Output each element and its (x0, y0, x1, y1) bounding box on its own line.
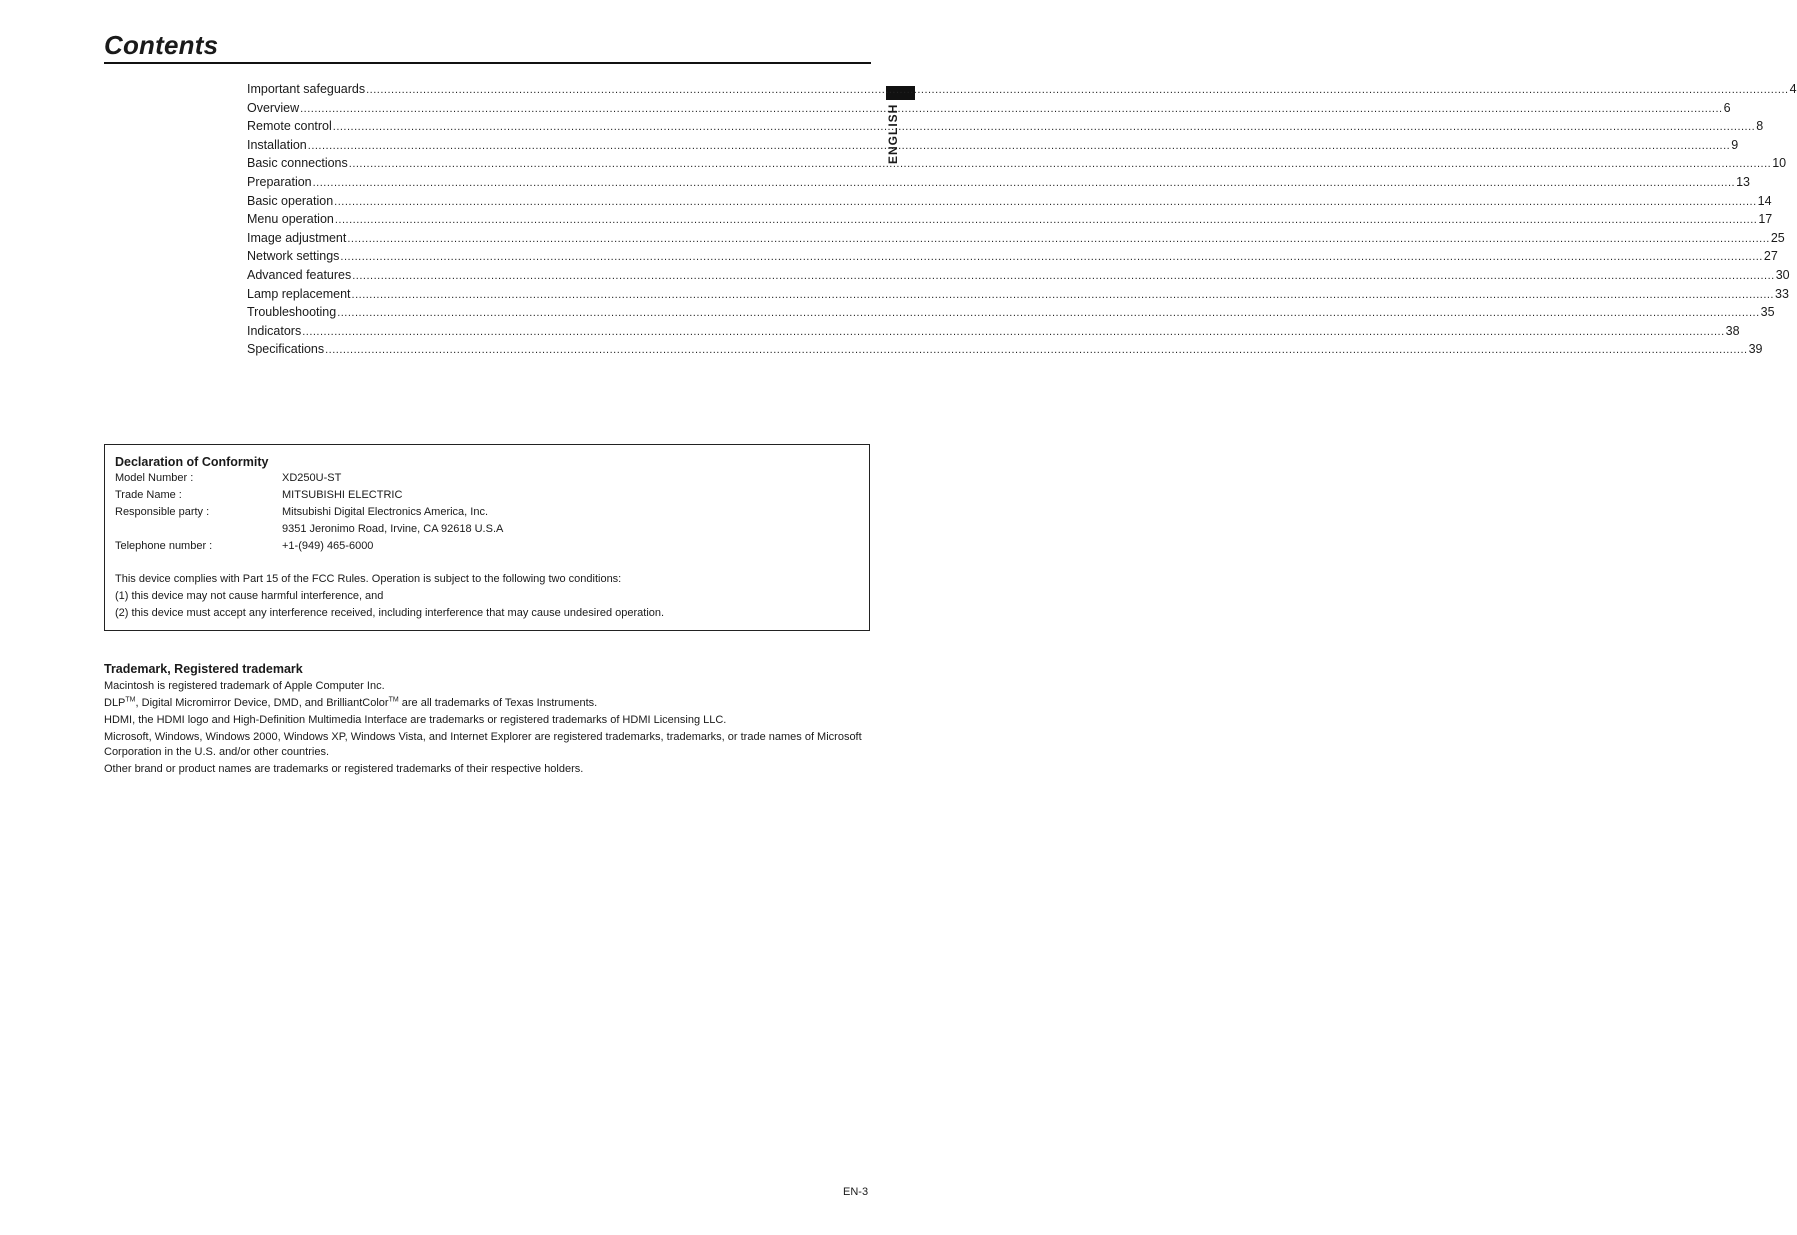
toc-entry-label: Basic connections (247, 156, 348, 171)
toc-leader-dots: ................................................................................................................................................................................................................................................................................................................................................................................................................ (337, 307, 1760, 320)
toc-entry (247, 286, 1789, 306)
toc-entry-page: 4 (1789, 82, 1797, 96)
toc-entry-label: Image adjustment (247, 230, 347, 245)
toc-leader-dots: ................................................................................................................................................................................................................................................................................................................................................................................................................ (312, 176, 1736, 189)
dlp-text: DLP (104, 697, 126, 709)
trade-name-key: Trade Name : (115, 489, 182, 501)
toc-leader-dots: ................................................................................................................................................................................................................................................................................................................................................................................................................ (340, 251, 1763, 264)
toc-leader-dots: ................................................................................................................................................................................................................................................................................................................................................................................................................ (351, 288, 1774, 301)
toc-leader-dots: ................................................................................................................................................................................................................................................................................................................................................................................................................ (348, 158, 1772, 171)
toc-leader-dots: ................................................................................................................................................................................................................................................................................................................................................................................................................ (352, 269, 1775, 282)
toc-entry (247, 156, 1787, 175)
tm-superscript: TM (388, 696, 399, 704)
tm-superscript: TM (125, 696, 136, 704)
toc-entry (247, 249, 1778, 268)
toc-entry-page: 25 (1770, 230, 1785, 245)
page-title: Contents (104, 30, 219, 60)
dlp-text-end: are all trademarks of Texas Instruments. (398, 697, 598, 709)
fcc-statement: This device complies with Part 15 of the FCC Rules. Operation is subject to the following two conditions: (115, 573, 622, 585)
toc-entry-label: Remote control (247, 119, 332, 134)
toc-entry-page: 13 (1736, 174, 1750, 189)
responsible-party-address: 9351 Jeronimo Road, Irvine, CA 92618 U.S.A (282, 523, 504, 535)
model-number-value: XD250U-ST (282, 472, 342, 484)
toc-leader-dots: ................................................................................................................................................................................................................................................................................................................................................................................................................ (334, 195, 1757, 208)
trademark-line-apple: Macintosh is registered trademark of Apple Computer Inc. (104, 680, 385, 692)
toc-entry (247, 119, 1764, 138)
toc-leader-dots: ................................................................................................................................................................................................................................................................................................................................................................................................................ (334, 214, 1758, 227)
toc-entry-page: 39 (1748, 342, 1763, 357)
model-number-key: Model Number : (115, 472, 194, 484)
trademark-heading: Trademark, Registered trademark (104, 662, 303, 676)
language-tab-label: ENGLISH (886, 104, 900, 165)
toc-entry-page: 17 (1758, 212, 1773, 227)
toc-entry (247, 174, 1750, 194)
telephone-value: +1-(949) 465-6000 (282, 540, 374, 552)
toc-entry (247, 323, 1740, 343)
toc-entry (247, 100, 1731, 120)
toc-leader-dots: ................................................................................................................................................................................................................................................................................................................................................................................................................ (300, 102, 1723, 115)
toc-entry-label: Troubleshooting (247, 305, 337, 320)
responsible-party-key: Responsible party : (115, 506, 210, 518)
toc-entry-label: Advanced features (247, 267, 352, 282)
dlp-text-mid: , Digital Micromirror Device, DMD, and BrilliantColor (135, 697, 389, 709)
trademark-line-dlp (104, 696, 874, 711)
telephone-key: Telephone number : (115, 540, 213, 552)
toc-entry-page: 8 (1756, 119, 1764, 134)
toc-entry-label: Network settings (247, 249, 340, 264)
toc-entry-label: Important safeguards (247, 82, 366, 96)
toc-leader-dots: ................................................................................................................................................................................................................................................................................................................................................................................................................ (366, 84, 1789, 96)
toc-leader-dots: ................................................................................................................................................................................................................................................................................................................................................................................................................ (307, 139, 1731, 152)
toc-entry-label: Specifications (247, 342, 325, 357)
trade-name-value: MITSUBISHI ELECTRIC (282, 489, 403, 501)
toc-entry-label: Menu operation (247, 212, 334, 227)
toc-entry-label: Installation (247, 137, 307, 152)
toc-entry-page: 9 (1731, 137, 1739, 152)
toc-entry (247, 82, 1797, 101)
toc-entry (247, 267, 1790, 287)
toc-entry-label: Basic operation (247, 193, 334, 208)
toc-entry (247, 193, 1772, 213)
toc-entry-page: 14 (1757, 193, 1772, 208)
toc-entry-page: 6 (1723, 100, 1731, 115)
toc-entry-page: 10 (1772, 156, 1787, 171)
toc-entry-label: Preparation (247, 174, 312, 189)
toc-entry (247, 137, 1739, 157)
declaration-of-conformity-box (104, 444, 870, 631)
toc-entry-label: Indicators (247, 323, 302, 338)
toc-entry-page: 30 (1775, 267, 1790, 282)
declaration-title: Declaration of Conformity (115, 455, 269, 469)
toc-entry-label: Lamp replacement (247, 286, 351, 301)
toc-entry-page: 35 (1760, 305, 1775, 320)
toc-entry-label: Overview (247, 100, 300, 115)
toc-leader-dots: ................................................................................................................................................................................................................................................................................................................................................................................................................ (347, 232, 1770, 245)
toc-entry (247, 342, 1763, 361)
responsible-party-value: Mitsubishi Digital Electronics America, Inc. (282, 506, 489, 518)
toc-entry-page: 38 (1725, 323, 1740, 338)
title-divider (104, 62, 871, 64)
toc-leader-dots: ................................................................................................................................................................................................................................................................................................................................................................................................................ (325, 344, 1748, 357)
toc-entry-page: 27 (1763, 249, 1778, 264)
toc-entry-page: 33 (1775, 286, 1789, 301)
toc-entry (247, 305, 1775, 324)
fcc-condition-1: (1) this device may not cause harmful interference, and (115, 590, 384, 602)
trademark-line-other: Other brand or product names are trademarks or registered trademarks of their respective holders. (104, 763, 584, 775)
toc-leader-dots: ................................................................................................................................................................................................................................................................................................................................................................................................................ (302, 325, 1725, 338)
toc-entry (247, 212, 1773, 231)
trademark-line-microsoft: Microsoft, Windows, Windows 2000, Windows XP, Windows Vista, and Internet Explorer are registered trademarks, trademarks, or trade names of Microsoft Corporation in the U.S. and/or other countries. (104, 731, 862, 758)
trademark-line-hdmi: HDMI, the HDMI logo and High-Definition Multimedia Interface are trademarks or registered trademarks of HDMI Licensing LLC. (104, 714, 727, 726)
toc-entry (247, 230, 1785, 250)
page-number: EN-3 (843, 1186, 869, 1198)
toc-leader-dots: ................................................................................................................................................................................................................................................................................................................................................................................................................ (332, 121, 1756, 134)
fcc-condition-2: (2) this device must accept any interference received, including interference that may cause undesired operation. (115, 607, 665, 619)
